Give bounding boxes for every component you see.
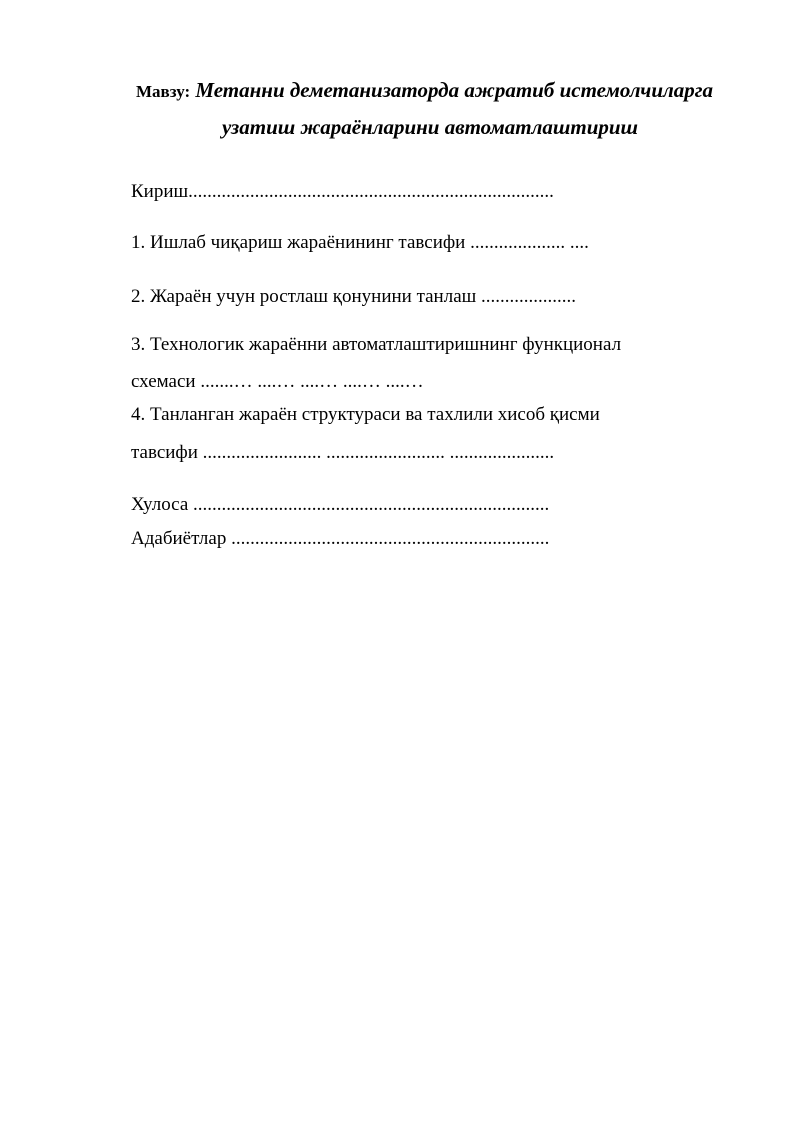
toc-item-4-line-1: 4. Танланган жараён структураси ва тахлили хисоб қисми	[131, 404, 600, 425]
topic-label: Мавзу:	[136, 82, 191, 101]
toc-intro: Кириш.............................................................................	[131, 181, 554, 202]
toc-item-3-line-2: схемаси .......… ....… ....… ....… ....…	[131, 371, 424, 392]
topic-title-part-1: Метанни деметанизаторда ажратиб истемолчиларга	[195, 78, 714, 102]
toc-references: Адабиётлар ...................................................................	[131, 528, 550, 549]
toc-item-1: 1. Ишлаб чиқариш жараёнининг тавсифи .................... ....	[131, 232, 589, 253]
document-title-line-1	[136, 77, 713, 105]
toc-item-4-line-2: тавсифи ......................... ......................... ......................	[131, 442, 555, 463]
toc-item-3-line-1: 3. Технологик жараённи автоматлаштиришнинг функционал	[131, 334, 622, 355]
topic-title-part-2: узатиш жараёнларини автоматлаштириш	[222, 115, 639, 139]
toc-conclusion: Хулоса ...........................................................................	[131, 494, 550, 515]
toc-item-2: 2. Жараён учун ростлаш қонунини танлаш ....................	[131, 286, 577, 307]
